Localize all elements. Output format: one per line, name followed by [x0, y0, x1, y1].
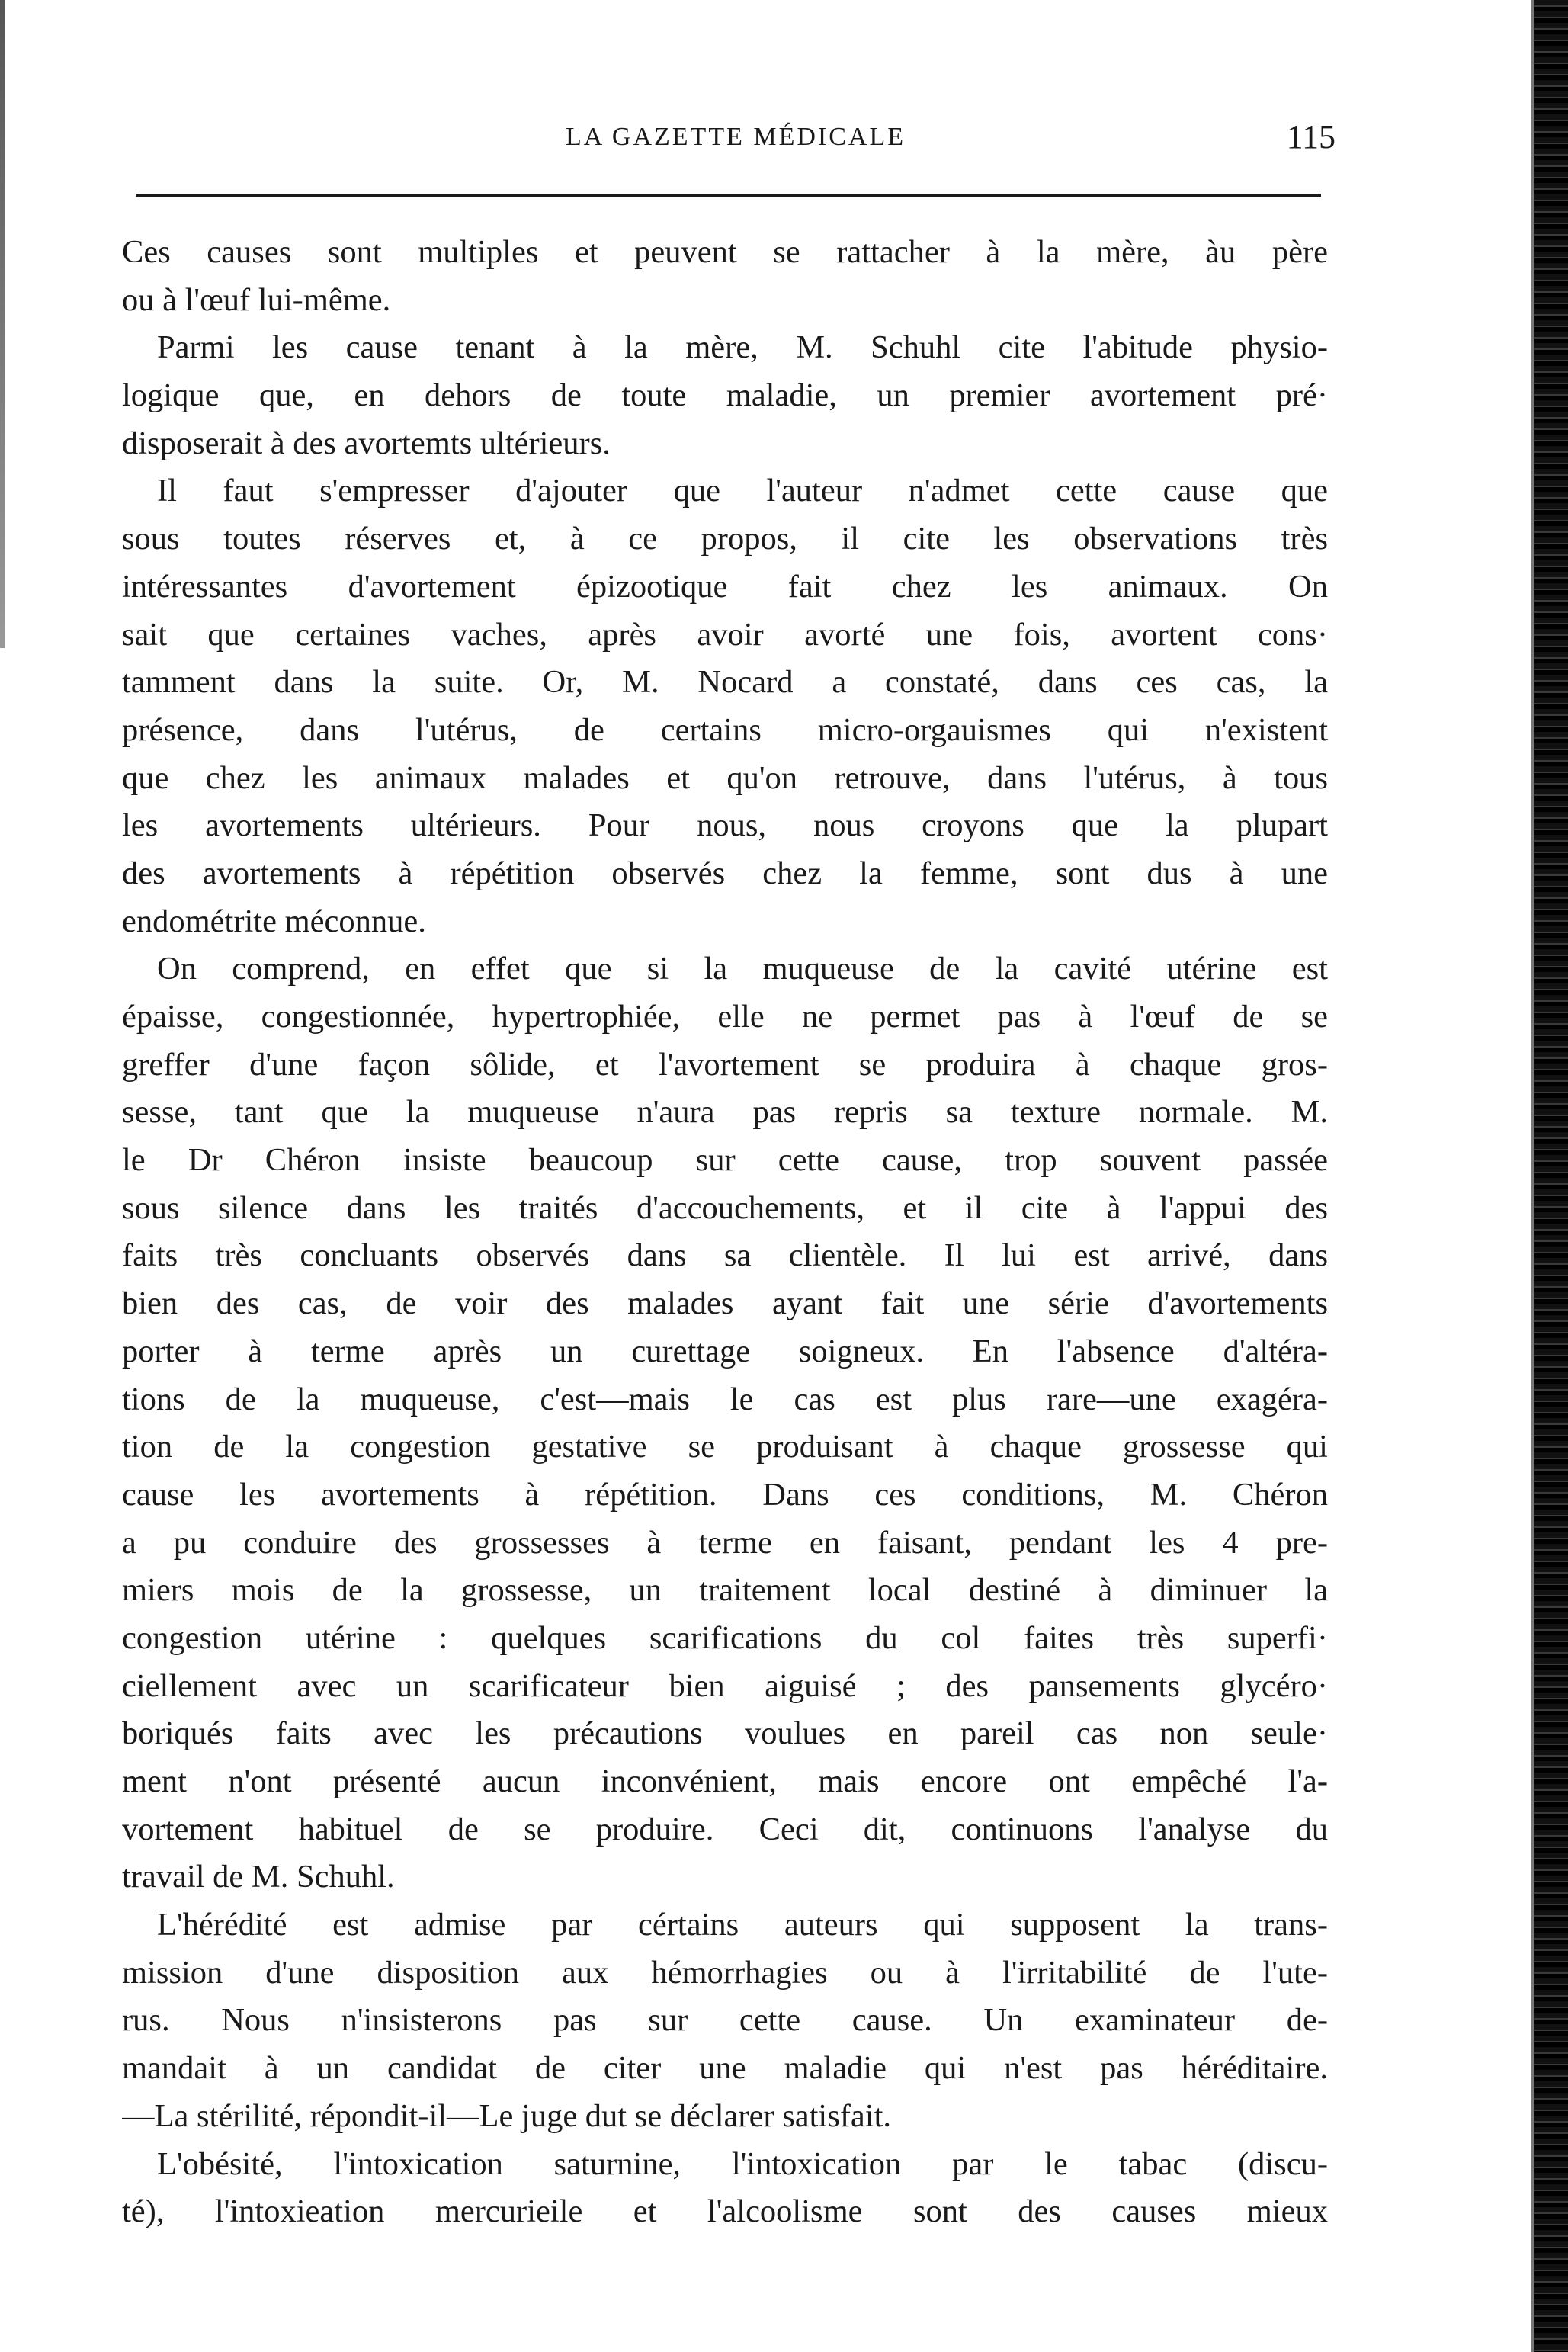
page-right-edge	[1534, 0, 1568, 2352]
text-line: Ces causes sont multiples et peuvent se rattacher à la mère, àu père	[122, 234, 1328, 270]
text-line: présence, dans l'utérus, de certains micro-orgauismes qui n'existent	[122, 711, 1328, 748]
text-line: —La stérilité, répondit-il—Le juge dut se déclarer satisfait.	[122, 2097, 892, 2134]
page-number: 115	[1286, 118, 1336, 156]
text-line: sait que certaines vaches, après avoir avorté une fois, avortent cons·	[122, 616, 1328, 653]
text-line: miers mois de la grossesse, un traitement local destiné à diminuer la	[122, 1572, 1328, 1609]
text-line: ment n'ont présenté aucun inconvénient, mais encore ont empêché l'a-	[122, 1763, 1328, 1799]
text-line: ou à l'œuf lui-même.	[122, 281, 391, 318]
text-line: sesse, tant que la muqueuse n'aura pas repris sa texture normale. M.	[122, 1094, 1328, 1131]
text-line: cause les avortements à répétition. Dans ces conditions, M. Chéron	[122, 1476, 1328, 1513]
text-line: disposerait à des avortemts ultérieurs.	[122, 425, 611, 461]
page-header	[136, 114, 1336, 160]
text-line: Il faut s'empresser d'ajouter que l'auteur n'admet cette cause que	[157, 473, 1328, 509]
text-line: rus. Nous n'insisterons pas sur cette cause. Un examinateur de-	[122, 2002, 1328, 2039]
text-line: le Dr Chéron insiste beaucoup sur cette cause, trop souvent passée	[122, 1142, 1328, 1179]
text-line: sous silence dans les traités d'accouchements, et il cite à l'appui des	[122, 1189, 1328, 1226]
text-line: sous toutes réserves et, à ce propos, il cite les observations très	[122, 521, 1328, 557]
text-line: congestion utérine : quelques scarifications du col faites très superfi·	[122, 1619, 1328, 1656]
text-line: que chez les animaux malades et qu'on retrouve, dans l'utérus, à tous	[122, 759, 1328, 796]
header-rule	[136, 194, 1321, 197]
text-line: mission d'une disposition aux hémorrhagies ou à l'irritabilité de l'ute-	[122, 1954, 1328, 1991]
text-line: té), l'intoxieation mercurieile et l'alcoolisme sont des causes mieux	[122, 2193, 1328, 2230]
text-line: tions de la muqueuse, c'est—mais le cas est plus rare—une exagéra-	[122, 1381, 1328, 1417]
text-line: endométrite méconnue.	[122, 903, 426, 939]
text-line: On comprend, en effet que si la muqueuse de la cavité utérine est	[157, 951, 1328, 987]
page-left-edge	[0, 0, 5, 648]
text-line: greffer d'une façon sôlide, et l'avortement se produira à chaque gros-	[122, 1046, 1328, 1083]
body-text	[122, 229, 1328, 2236]
text-line: L'obésité, l'intoxication saturnine, l'intoxication par le tabac (discu-	[157, 2145, 1328, 2182]
text-line: ciellement avec un scarificateur bien aiguisé ; des pansements glycéro·	[122, 1667, 1328, 1704]
text-line: porter à terme après un curettage soigneux. En l'absence d'altéra-	[122, 1333, 1328, 1369]
text-line: L'hérédité est admise par cértains auteurs qui supposent la trans-	[157, 1907, 1328, 1943]
text-line: tion de la congestion gestative se produisant à chaque grossesse qui	[122, 1429, 1328, 1465]
text-line: a pu conduire des grossesses à terme en faisant, pendant les 4 pre-	[122, 1524, 1328, 1561]
text-line: boriqués faits avec les précautions voulues en pareil cas non seule·	[122, 1715, 1328, 1752]
text-line: des avortements à répétition observés chez la femme, sont dus à une	[122, 855, 1328, 891]
text-line: épaisse, congestionnée, hypertrophiée, elle ne permet pas à l'œuf de se	[122, 999, 1328, 1035]
text-line: vortement habituel de se produire. Ceci dit, continuons l'analyse du	[122, 1811, 1328, 1847]
text-line: tamment dans la suite. Or, M. Nocard a constaté, dans ces cas, la	[122, 664, 1328, 701]
text-line: faits très concluants observés dans sa clientèle. Il lui est arrivé, dans	[122, 1237, 1328, 1274]
text-line: mandait à un candidat de citer une maladie qui n'est pas héréditaire.	[122, 2050, 1328, 2087]
text-line: les avortements ultérieurs. Pour nous, nous croyons que la plupart	[122, 807, 1328, 844]
text-line: logique que, en dehors de toute maladie, un premier avortement pré·	[122, 377, 1328, 414]
text-line: Parmi les cause tenant à la mère, M. Schuhl cite l'abitude physio-	[157, 329, 1328, 366]
text-line: travail de M. Schuhl.	[122, 1859, 395, 1895]
text-line: bien des cas, de voir des malades ayant fait une série d'avortements	[122, 1285, 1328, 1322]
running-title: LA GAZETTE MÉDICALE	[565, 123, 906, 151]
text-line: intéressantes d'avortement épizootique fait chez les animaux. On	[122, 568, 1328, 605]
